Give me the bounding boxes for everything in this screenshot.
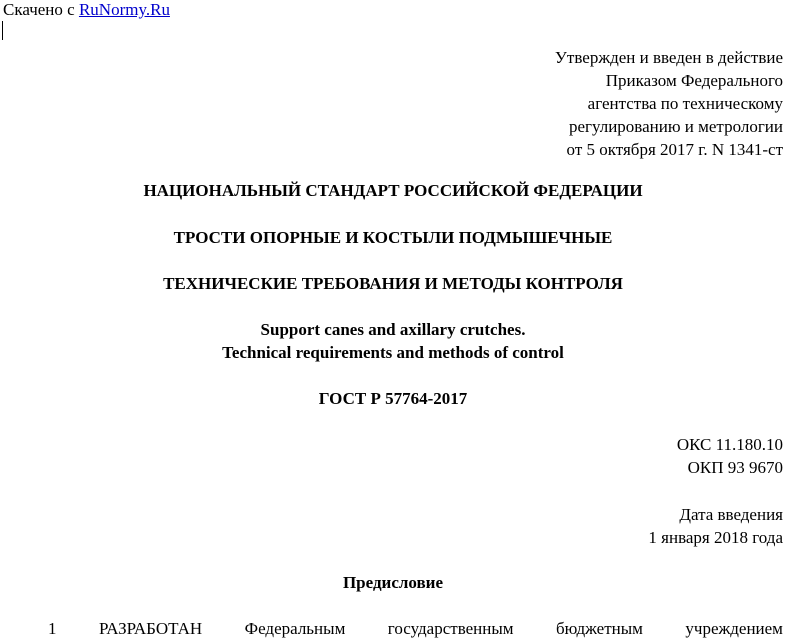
foreword-word: РАЗРАБОТАН [98, 619, 203, 638]
title-ru-line-2: ТЕХНИЧЕСКИЕ ТРЕБОВАНИЯ И МЕТОДЫ КОНТРОЛЯ [163, 274, 623, 293]
download-note [3, 0, 170, 20]
intro-date-label: Дата введения [679, 505, 783, 524]
intro-date-value: 1 января 2018 года [648, 528, 783, 547]
title-ru-line-1: ТРОСТИ ОПОРНЫЕ И КОСТЫЛИ ПОДМЫШЕЧНЫЕ [173, 228, 613, 247]
approval-line: Утвержден и введен в действие [554, 48, 783, 67]
foreword-heading: Предисловие [342, 573, 444, 592]
title-en-line-2: Technical requirements and methods of control [222, 343, 564, 362]
foreword-word: учреждением [685, 619, 783, 638]
standard-heading: НАЦИОНАЛЬНЫЙ СТАНДАРТ РОССИЙСКОЙ ФЕДЕРАЦИИ [143, 181, 643, 200]
text-cursor [2, 21, 3, 40]
foreword-word: бюджетным [556, 619, 643, 638]
item-number: 1 [48, 619, 57, 638]
approval-line: регулированию и метрологии [568, 117, 783, 136]
foreword-item-1 [48, 619, 783, 639]
approval-line: Приказом Федерального [605, 71, 783, 90]
standard-number: ГОСТ Р 57764-2017 [318, 389, 468, 408]
oks-code: ОКС 11.180.10 [676, 435, 783, 454]
okp-code: ОКП 93 9670 [687, 458, 783, 477]
title-en-line-1: Support canes and axillary crutches. [260, 320, 526, 339]
download-note-prefix: Скачено с [3, 0, 79, 19]
approval-line: агентства по техническому [587, 94, 783, 113]
approval-block [555, 46, 783, 161]
foreword-word: Федеральным [244, 619, 346, 638]
source-link[interactable]: RuNormy.Ru [78, 0, 170, 19]
foreword-word: государственным [387, 619, 514, 638]
approval-line: от 5 октября 2017 г. N 1341-ст [566, 140, 783, 159]
